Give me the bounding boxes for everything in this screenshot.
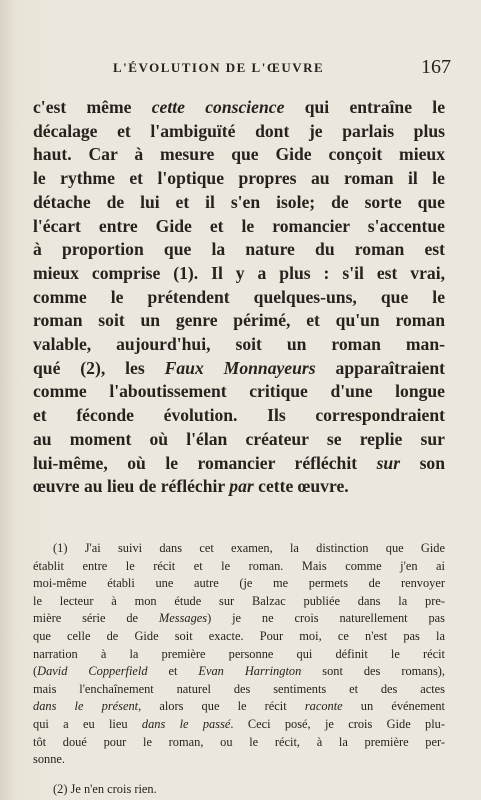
footnote-line: que celle de Gide soit exacte. Pour moi, ce n'est pas la (33, 628, 445, 643)
text-line: à proportion que la nature du roman est (33, 239, 445, 260)
text-line: détache de lui et il s'en isole; de sorte que (33, 191, 445, 212)
footnote-line: établit entre le récit et le roman. Mais comme j'en ai (33, 558, 445, 573)
text-line: au moment où l'élan créateur se replie sur (33, 428, 445, 449)
footnote-line: qui a eu lieu dans le passé. Ceci posé, je crois Gide plu- (33, 716, 445, 731)
text-line: haut. Car à mesure que Gide conçoit mieux (33, 144, 445, 165)
footnote-line: (1) J'ai suivi dans cet examen, la distinction que Gide (53, 541, 445, 555)
footnote-line: tôt doué pour le roman, ou le récit, à la première per- (33, 734, 445, 749)
text-line: décalage et l'ambiguïté dont je parlais plus (33, 120, 445, 141)
main-paragraph (33, 96, 445, 499)
text-line: qué (2), les Faux Monnayeurs apparaîtraient (33, 357, 445, 378)
footnote-line: mais l'enchaînement naturel des sentiments et des actes (33, 681, 445, 696)
footnote-1 (33, 540, 445, 769)
footnote-line: sonne. (33, 752, 66, 767)
footnote-line: (David Copperfield et Evan Harrington sont des romans), (33, 664, 446, 679)
footnote-line: (2) Je n'en crois rien. (53, 781, 157, 796)
footnote-line: mière série de Messages) je ne crois naturellement pas (33, 611, 445, 626)
text-line: lui-même, où le romancier réfléchit sur son (33, 452, 445, 473)
text-line: le rythme et l'optique propres au roman il le (33, 168, 445, 189)
text-line: c'est même cette conscience qui entraîne le (33, 97, 445, 117)
page-number: 167 (421, 56, 451, 78)
footnote-2 (33, 781, 445, 799)
running-head (33, 58, 451, 80)
footnote-line: narration à la première personne qui définit le récit (33, 646, 445, 661)
text-line: et féconde évolution. Ils correspondraient (33, 405, 445, 426)
footnote-line: moi-même établi une autre (je me permets de renvoyer (33, 576, 445, 591)
text-line: comme l'aboutissement critique d'une longue (33, 381, 445, 402)
footnote-line: le lecteur à mon étude sur Balzac publiée dans la pre- (33, 593, 445, 608)
text-line: comme le prétendent quelques-uns, que le (33, 286, 445, 307)
text-line: l'écart entre Gide et le romancier s'accentue (33, 215, 445, 236)
text-line: roman soit un genre périmé, et qu'un roman (33, 310, 445, 331)
text-line: œuvre au lieu de réfléchir par cette œuvre. (33, 476, 349, 497)
running-title: L'ÉVOLUTION DE L'ŒUVRE (113, 60, 325, 75)
text-line: valable, aujourd'hui, soit un roman man- (33, 334, 445, 355)
footnote-line: dans le présent, alors que le récit raconte un événement (33, 699, 445, 714)
footnotes (33, 540, 445, 798)
text-line: mieux comprise (1). Il y a plus : s'il est vrai, (33, 262, 445, 283)
